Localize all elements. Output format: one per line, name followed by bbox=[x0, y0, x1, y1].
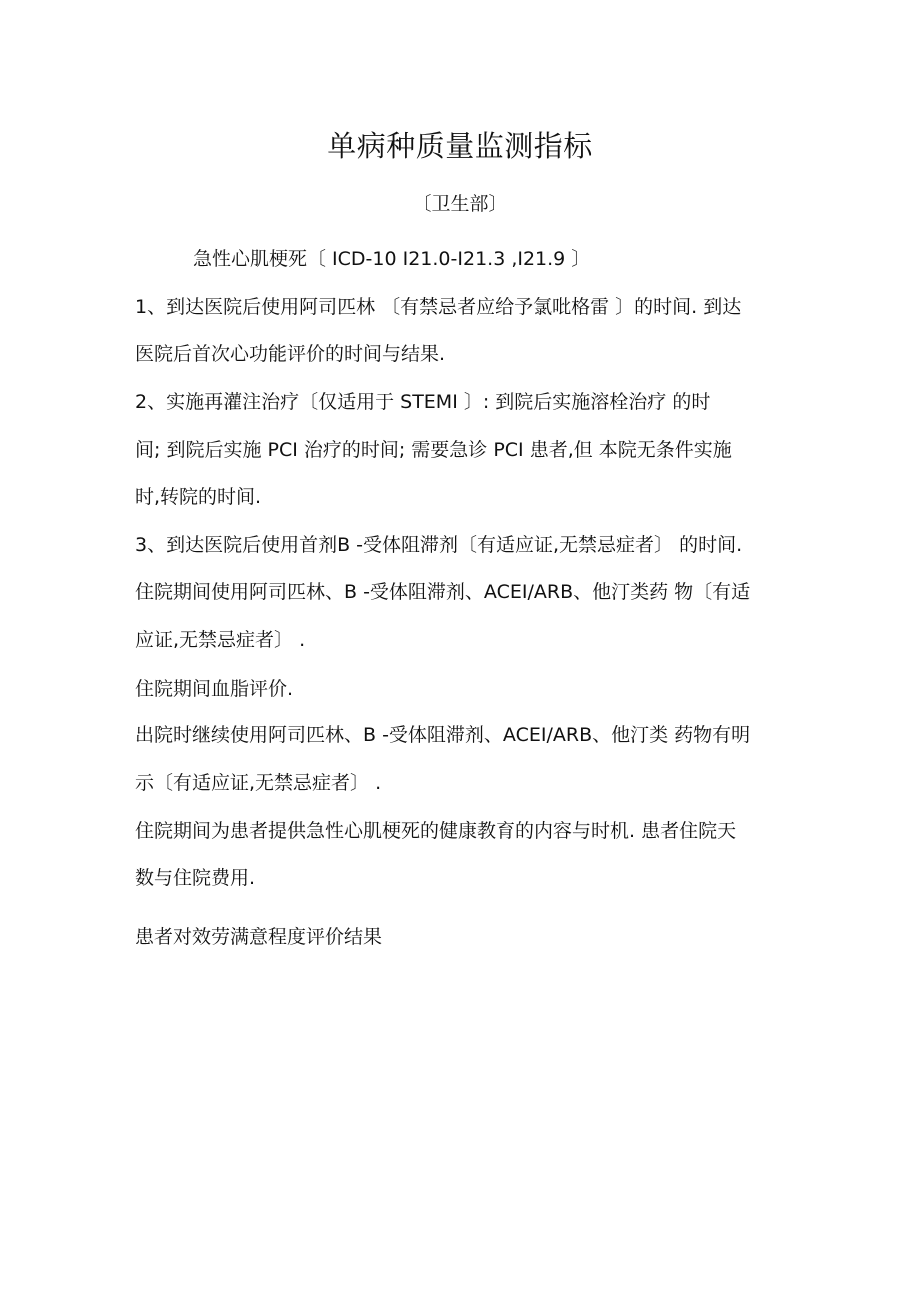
text-line: 数与住院费用. bbox=[135, 867, 256, 889]
page-subtitle: 〔卫生部〕 bbox=[412, 193, 508, 215]
page-title: 单病种质量监测指标 bbox=[327, 129, 593, 163]
text-line: 住院期间使用阿司匹林、B -受体阻滞剂、ACEI/ARB、他汀类药 物〔有适 bbox=[135, 581, 751, 603]
text-line: 住院期间为患者提供急性心肌梗死的健康教育的内容与时机. 患者住院天 bbox=[135, 820, 737, 842]
text-line: 间; 到院后实施 PCI 治疗的时间; 需要急诊 PCI 患者,但 本院无条件实施 bbox=[135, 439, 732, 461]
text-line: 3、到达医院后使用首剂B -受体阻滞剂〔有适应证,无禁忌症者〕 的时间. bbox=[135, 534, 743, 556]
text-line: 1、到达医院后使用阿司匹林 〔有禁忌者应给予氯吡格雷 〕的时间. 到达 bbox=[135, 296, 742, 318]
text-line: 患者对效劳满意程度评价结果 bbox=[135, 926, 383, 948]
text-line: 医院后首次心功能评价的时间与结果. bbox=[135, 343, 446, 365]
text-line: 示〔有适应证,无禁忌症者〕 . bbox=[135, 772, 382, 794]
text-line: 2、实施再灌注治疗〔仅适用于 STEMI 〕: 到院后实施溶栓治疗 的时 bbox=[135, 391, 711, 413]
disease-heading: 急性心肌梗死〔 ICD-10 I21.0-I21.3 ,I21.9 〕 bbox=[193, 248, 591, 270]
text-line: 出院时继续使用阿司匹林、B -受体阻滞剂、ACEI/ARB、他汀类 药物有明 bbox=[135, 724, 751, 746]
text-line: 时,转院的时间. bbox=[135, 486, 262, 508]
text-line: 住院期间血脂评价. bbox=[135, 678, 294, 700]
text-line: 应证,无禁忌症者〕 . bbox=[135, 629, 306, 651]
